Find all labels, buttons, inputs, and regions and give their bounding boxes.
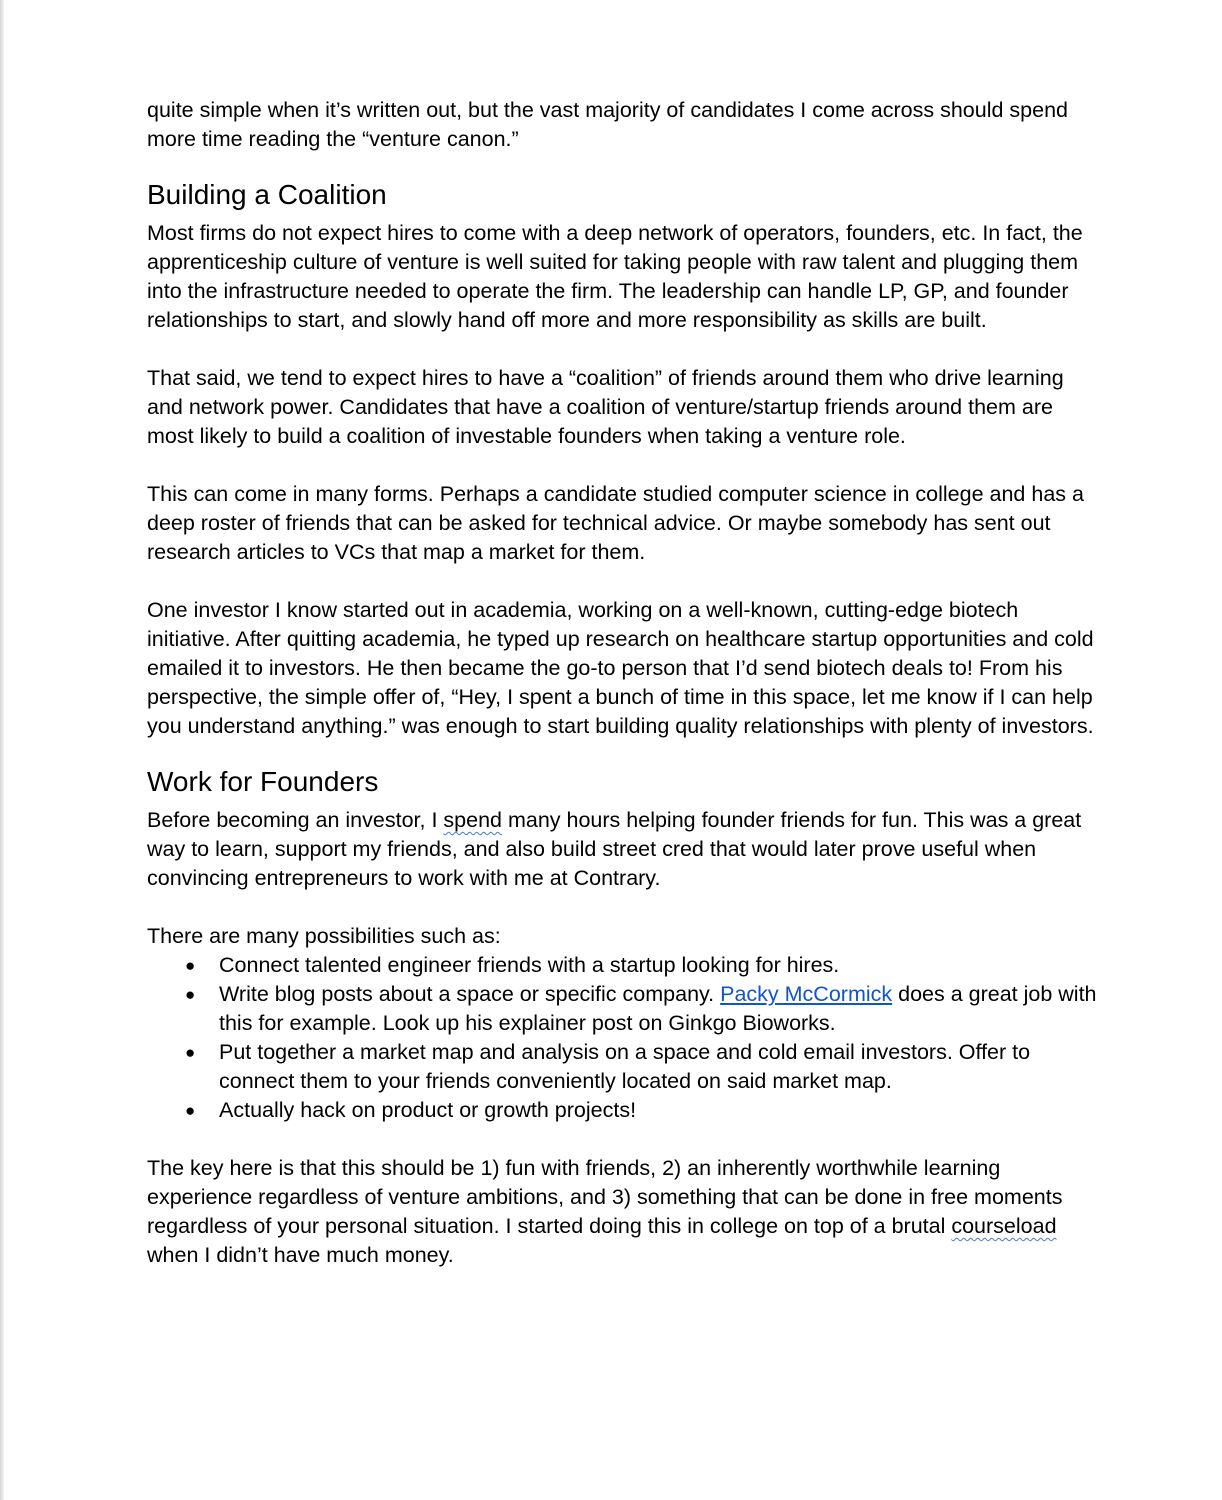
- page-edge-shadow: [0, 0, 4, 1500]
- spellcheck-flagged-word[interactable]: spend: [443, 808, 502, 832]
- text-segment: The key here is that this should be 1) fun with friends, 2) an inherently worthwhile learning experience regardless of venture ambitions, and 3) something that can be done in free moments regardless of your personal situation. I started doing this in college on top of a brutal: [147, 1156, 1063, 1238]
- list-item-text: does a great job with this for example. Look up his explainer post on Ginkgo Bioworks.: [219, 982, 1097, 1035]
- list-item-text: Write blog posts about a space or specific company.: [219, 982, 721, 1006]
- packy-mccormick-link[interactable]: Packy McCormick: [720, 982, 893, 1006]
- list-item-text: Actually hack on product or growth projects!: [219, 1098, 637, 1122]
- list-item: [147, 1038, 1097, 1096]
- list-intro: There are many possibilities such as:: [147, 924, 501, 948]
- heading-work-for-founders: Work for Founders: [147, 766, 379, 797]
- text-segment: many hours helping founder friends for fun. This was a great way to learn, support my friends, and also build street cred that would later prove useful when convincing entrepreneurs to work with me at Contrary.: [147, 808, 1082, 890]
- possibilities-list: [147, 951, 1097, 1125]
- heading-building-a-coalition: Building a Coalition: [147, 179, 387, 210]
- list-item: [147, 1096, 1097, 1125]
- list-item-text: Connect talented engineer friends with a startup looking for hires.: [219, 953, 840, 977]
- text-segment: when I didn’t have much money.: [147, 1243, 454, 1267]
- text-segment: Before becoming an investor, I: [147, 808, 444, 832]
- list-item: [147, 951, 1097, 980]
- bullet-icon: ●: [185, 956, 196, 975]
- list-item: [147, 980, 1097, 1038]
- intro-paragraph: quite simple when it’s written out, but the vast majority of candidates I come across should spend more time reading the “venture canon.”: [147, 98, 1068, 151]
- coalition-paragraph-1: Most firms do not expect hires to come with a deep network of operators, founders, etc. In fact, the apprenticeship culture of venture is well suited for taking people with raw talent and plugging them into the infrastructure needed to operate the firm. The leadership can handle LP, GP, and founder relationships to start, and slowly hand off more and more responsibility as skills are built.: [147, 221, 1083, 332]
- spellcheck-flagged-word[interactable]: courseload: [951, 1214, 1057, 1238]
- bullet-icon: ●: [185, 985, 196, 1004]
- bullet-icon: ●: [185, 1043, 196, 1062]
- bullet-icon: ●: [185, 1101, 196, 1120]
- document-body: [147, 96, 1097, 1270]
- founders-paragraph-1: [147, 806, 1097, 893]
- coalition-paragraph-2: That said, we tend to expect hires to have a “coalition” of friends around them who drive learning and network power. Candidates that have a coalition of venture/startup friends around them are most likely to build a coalition of investable founders when taking a venture role.: [147, 366, 1064, 448]
- list-item-text: Put together a market map and analysis on a space and cold email investors. Offer to connect them to your friends conveniently located on said market map.: [219, 1040, 1031, 1093]
- coalition-paragraph-4: One investor I know started out in academia, working on a well-known, cutting-edge biotech initiative. After quitting academia, he typed up research on healthcare startup opportunities and cold emailed it to investors. He then became the go-to person that I’d send biotech deals to! From his perspective, the simple offer of, “Hey, I spent a bunch of time in this space, let me know if I can help you understand anything.” was enough to start building quality relationships with plenty of investors.: [147, 598, 1094, 738]
- coalition-paragraph-3: This can come in many forms. Perhaps a candidate studied computer science in college and has a deep roster of friends that can be asked for technical advice. Or maybe somebody has sent out research articles to VCs that map a market for them.: [147, 482, 1084, 564]
- closing-paragraph: [147, 1154, 1097, 1270]
